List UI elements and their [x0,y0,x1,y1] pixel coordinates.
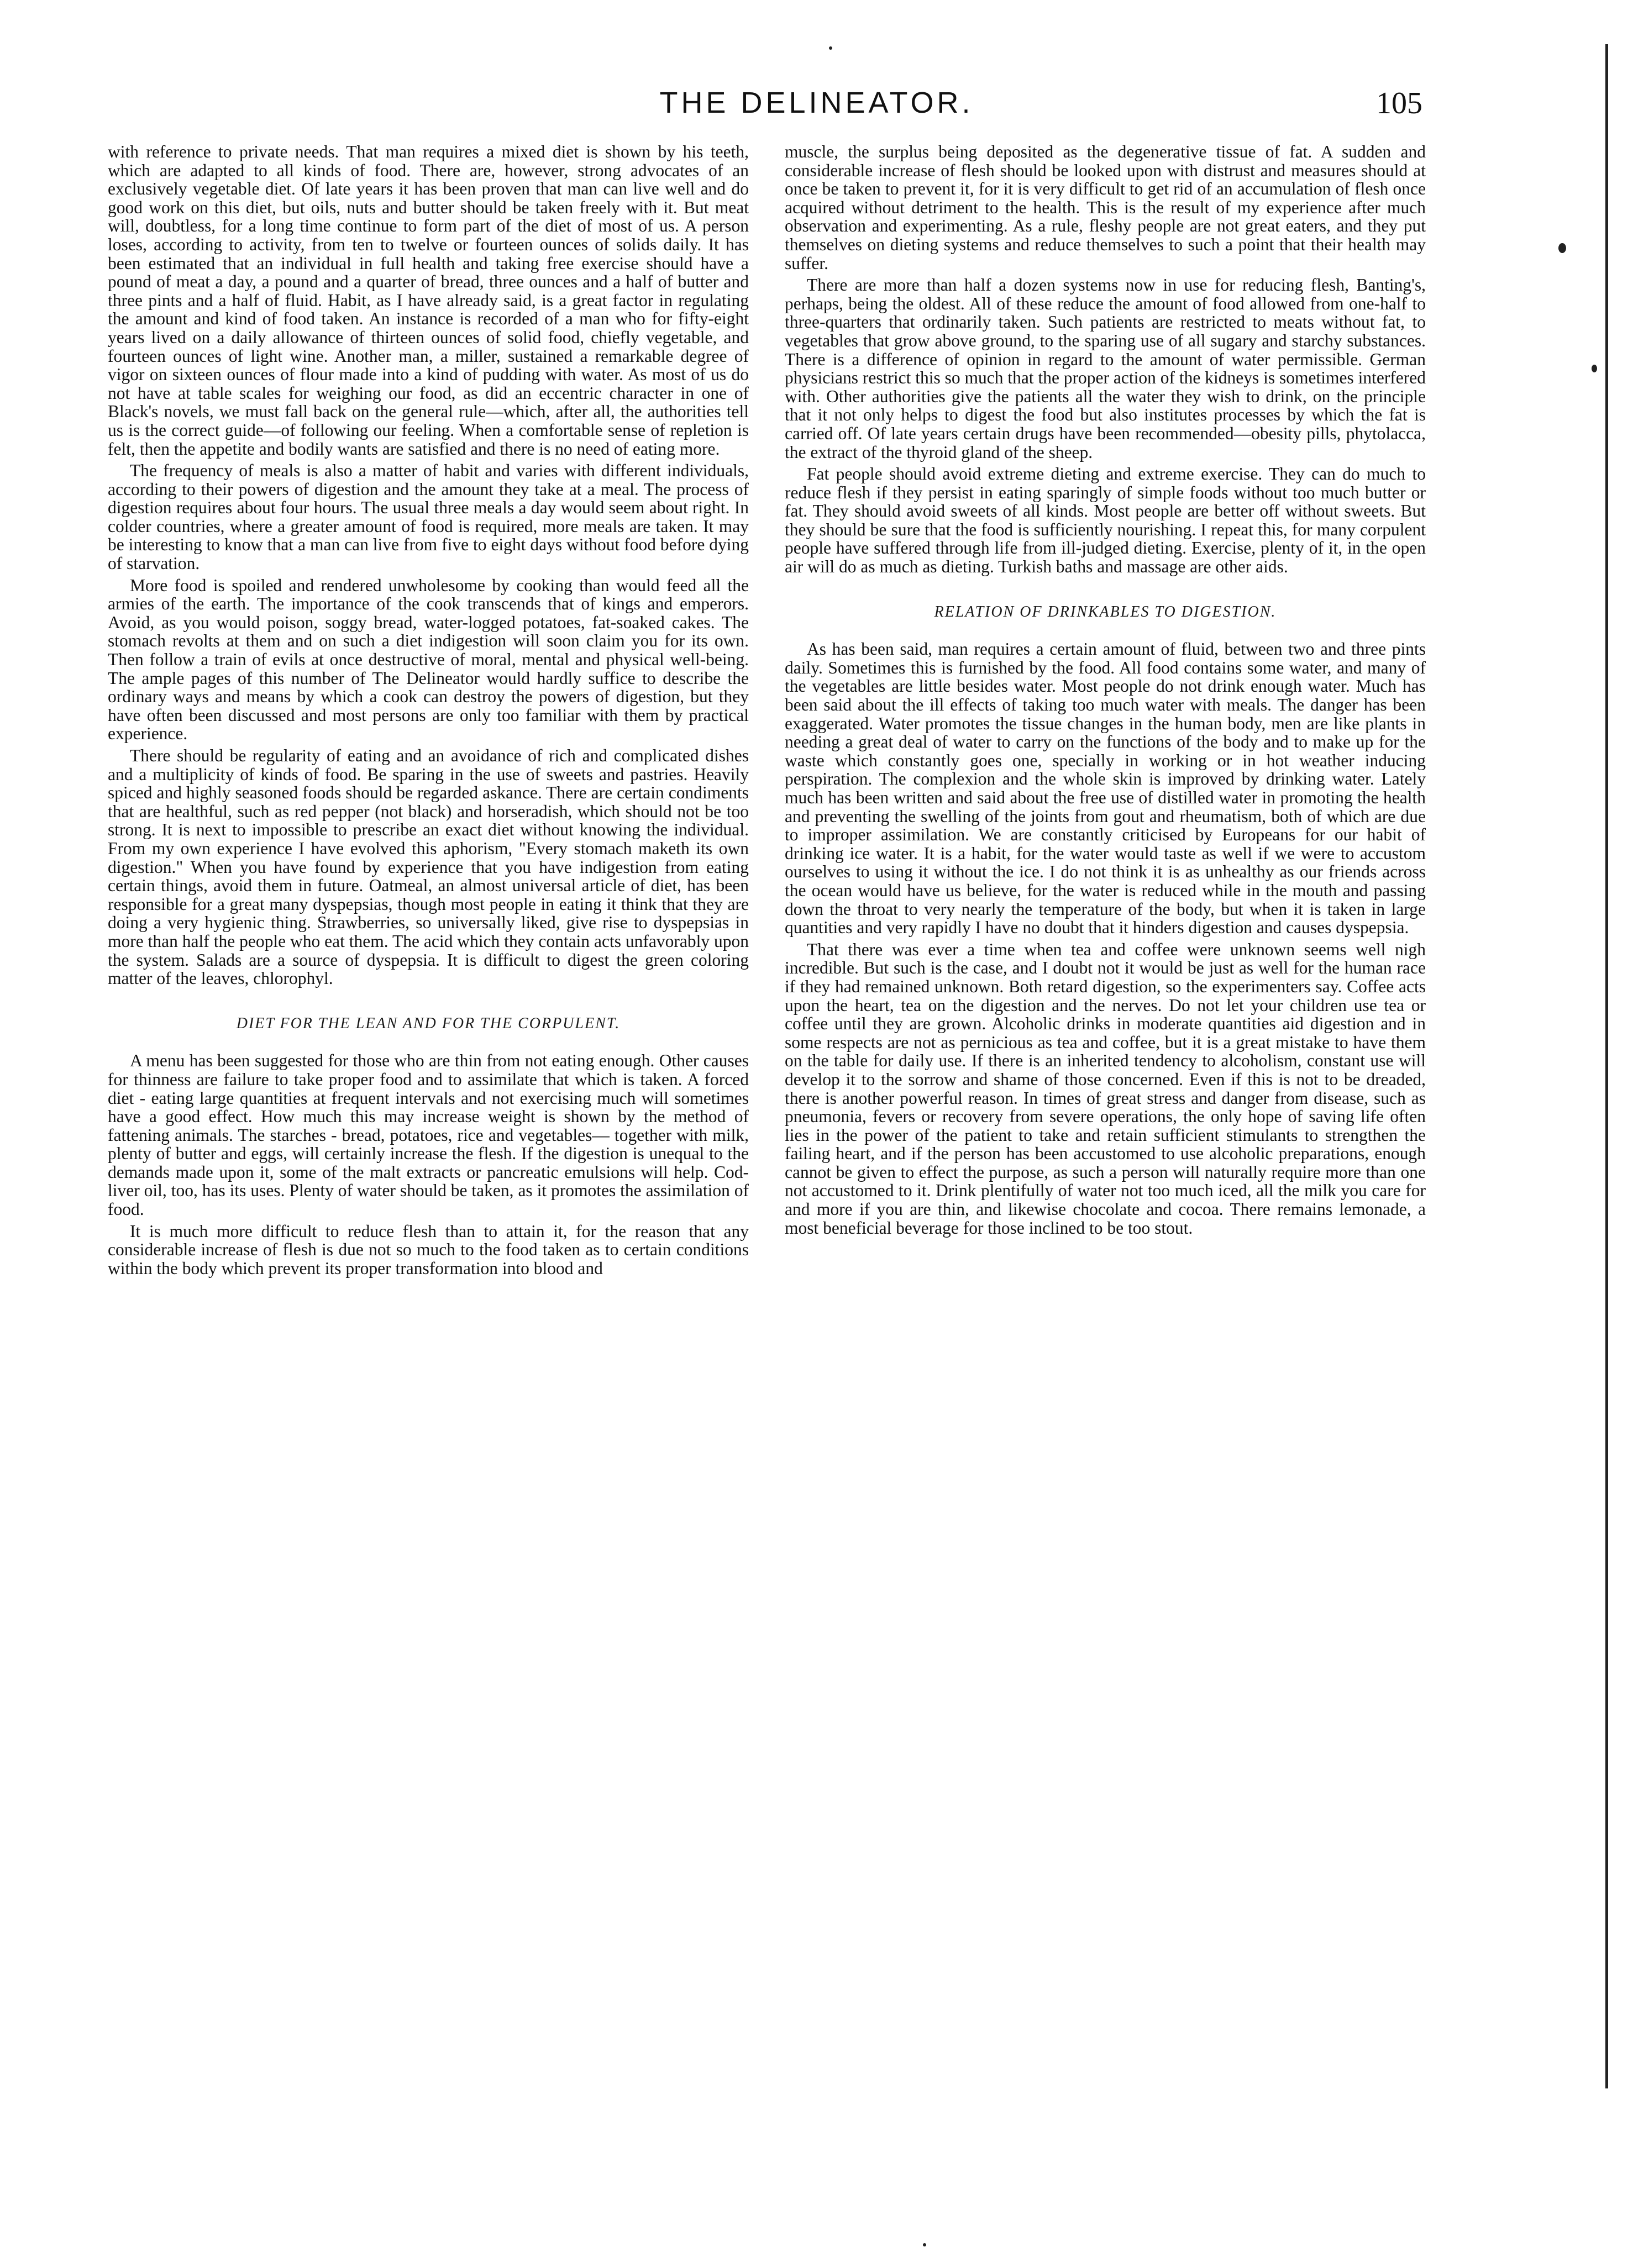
page-number: 105 [1376,86,1422,120]
section-heading: DIET FOR THE LEAN AND FOR THE CORPULENT. [236,1014,621,1032]
page-header [0,86,1633,135]
left-column [108,143,749,1281]
scan-speck [1558,243,1566,253]
paragraph: There are more than half a dozen systems now in use for reducing flesh, Banting's, perhaps, being the oldest. All of these reduce the amount of food allowed from one-half to three-quarters that ordinarily taken. Such patients are restricted to meats without fat, to vegetables that grow above ground, to the sparing use of all sugary and starchy substances. There is a difference of opinion in regard to the amount of water permissible. German physicians restrict this so much that the proper action of the kidneys is sometimes interfered with. Other authorities give the patients all the water they wish to drink, on the principle that it not only helps to digest the food but also institutes processes by which the fat is carried off. Of late years certain drugs have been recommended—obesity pills, phytolacca, the extract of the thyroid gland of the sheep. [785,275,1426,462]
running-title: THE DELINEATOR. [659,86,974,119]
paragraph: That there was ever a time when tea and coffee were unknown seems well nigh incredible. But such is the case, and I doubt not it would be just as well for the human race if they had remained unknown. Both retard digestion, so the experimenters say. Coffee acts upon the heart, tea on the digestion and the nerves. Do not let your children use tea or coffee until they are grown. Alcoholic drinks in moderate quantities aid digestion and in some respects are not as pernicious as tea and coffee, but it is a great mistake to have them on the table for daily use. If there is an inherited tendency to alcoholism, constant use will develop it to the sorrow and shame of those concerned. Even if this is not to be dreaded, there is another powerful reason. In times of great stress and danger from disease, such as pneumonia, fevers or recovery from severe operations, the only hope of saving life often lies in the power of the patient to take and retain sufficient stimulants to strengthen the failing heart, and if the person has been accustomed to use alcoholic preparations, enough cannot be given to effect the purpose, as such a person will naturally require more than one not accustomed to it. Drink plentifully of water not too much iced, all the milk you care for and more if you are thin, and likewise chocolate and cocoa. There remains lemonade, a most beneficial beverage for those inclined to be too stout. [785,939,1426,1238]
paragraph: Fat people should avoid extreme dieting and extreme exercise. They can do much to reduce flesh if they persist in eating sparingly of simple foods without too much butter or fat. They should avoid sweets of all kinds. Most people are better off without sweets. But they should be sure that the food is sufficiently nourishing. I repeat this, for many corpulent people have suffered through life from ill-judged dieting. Exercise, plenty of it, in the open air will do as much as dieting. Turkish baths and massage are other aids. [785,464,1426,577]
paragraph: As has been said, man requires a certain amount of fluid, between two and three pints daily. Sometimes this is furnished by the food. All food contains some water, and many of the vegetables are little besides water. Most people do not drink enough water. Much has been said about the ill effects of taking too much water with meals. The danger has been exaggerated. Water promotes the tissue changes in the human body, men are like plants in needing a great deal of water to carry on the functions of the body and to make up for the waste which constantly goes one, specially in working or in hot weather inducing perspiration. The complexion and the whole skin is improved by drinking water. Lately much has been written and said about the free use of distilled water in promoting the health and preventing the swelling of the joints from gout and rheumatism, both of which are due to improper assimilation. We are constantly criticised by Europeans for our habit of drinking ice water. It is a habit, for the water would taste as well if we were to accustom ourselves to using it without the ice. I do not think it is as unhealthy as our friends across the ocean would have us believe, for the water is reduced while in the mouth and passing down the throat to very nearly the temperature of the body, but when it is taken in large quantities and very rapidly I have no doubt that it hinders digestion and causes dyspepsia. [785,639,1426,938]
paragraph: with reference to private needs. That man requires a mixed diet is shown by his teeth, which are adapted to all kinds of food. There are, however, strong advocates of an exclusively vegetable diet. Of late years it has been proven that man can live well and do good work on this diet, but oils, nuts and butter should be taken freely with it. But meat will, doubtless, for a long time continue to form part of the diet of most of us. A person loses, according to activity, from ten to twelve or fourteen ounces of solids daily. It has been estimated that an individual in full health and taking free exercise should have a pound of meat a day, a pound and a quarter of bread, three ounces and a half of butter and three pints and a half of fluid. Habit, as I have already said, is a great factor in regulating the amount and kind of food taken. An instance is recorded of a man who for fifty-eight years lived on a daily allowance of thirteen ounces of solid food, chiefly vegetable, and fourteen ounces of light wine. Another man, a miller, sustained a remarkable degree of vigor on sixteen ounces of flour made into a kind of pudding with water. As most of us do not have at table scales for weighing our food, as did an eccentric character in one of Black's novels, we must fall back on the general rule—which, after all, the authorities tell us is the correct guide—of following our feeling. When a comfortable sense of repletion is felt, then the appetite and bodily wants are satisfied and there is no need of eating more. [108,142,749,459]
scan-speck [923,2243,926,2246]
section-heading: RELATION OF DRINKABLES TO DIGESTION. [934,603,1277,620]
scan-speck [829,46,832,50]
page-edge-border [1605,44,1619,2088]
paragraph: The frequency of meals is also a matter of habit and varies with different individuals, according to their powers of digestion and the amount they take at a meal. The process of digestion requires about four hours. The usual three meals a day would seem about right. In colder countries, where a greater amount of food is required, more meals are taken. It may be interesting to know that a man can live from five to eight days without food before dying of starvation. [108,461,749,573]
paragraph: More food is spoiled and rendered unwholesome by cooking than would feed all the armies of the earth. The importance of the cook transcends that of kings and emperors. Avoid, as you would poison, soggy bread, water-logged potatoes, fat-soaked cakes. The stomach revolts at them and on such a diet indigestion will soon claim you for its own. Then follow a train of evils at once destructive of moral, mental and physical well-being. The ample pages of this number of The Delineator would hardly suffice to describe the ordinary ways and means by which a cook can destroy the powers of digestion, but they have often been discussed and most persons are only too familiar with them by practical experience. [108,575,749,744]
right-column [785,143,1426,1240]
scan-speck [1592,365,1597,372]
paragraph: It is much more difficult to reduce flesh than to attain it, for the reason that any considerable increase of flesh is due not so much to the food taken as to certain conditions within the body which prevent its proper transformation into blood and [108,1221,749,1278]
paragraph: There should be regularity of eating and an avoidance of rich and complicated dishes and a multiplicity of kinds of food. Be sparing in the use of sweets and pastries. Heavily spiced and highly seasoned foods should be regarded askance. There are certain condiments that are healthful, such as red pepper (not black) and horseradish, which should not be too strong. It is next to impossible to prescribe an exact diet without knowing the individual. From my own experience I have evolved this aphorism, "Every stomach maketh its own digestion." When you have found by experience that you have indigestion from eating certain things, avoid them in future. Oatmeal, an almost universal article of diet, has been responsible for a great many dyspepsias, though most people in eating it think that they are doing a very hygienic thing. Strawberries, so universally liked, give rise to dyspepsias in more than half the people who eat them. The acid which they contain acts unfavorably upon the system. Salads are a source of dyspepsia. It is difficult to digest the green coloring matter of the leaves, chlorophyl. [108,746,749,988]
paragraph: A menu has been suggested for those who are thin from not eating enough. Other causes for thinness are failure to take proper food and to assimilate that which is taken. A forced diet - eating large quantities at frequent intervals and not exercising much will sometimes have a good effect. How much this may increase weight is shown by the method of fattening animals. The starches - bread, potatoes, rice and vegetables— together with milk, plenty of butter and eggs, will certainly increase the flesh. If the digestion is unequal to the demands made upon it, some of the malt extracts or pancreatic emulsions will help. Cod-liver oil, too, has its uses. Plenty of water should be taken, as it promotes the assimilation of food. [108,1051,749,1219]
paragraph: muscle, the surplus being deposited as the degenerative tissue of fat. A sudden and considerable increase of flesh should be looked upon with distrust and measures should at once be taken to prevent it, for it is very difficult to get rid of an accumulation of flesh once acquired without detriment to the health. This is the result of my experience after much observation and experimenting. As a rule, fleshy people are not great eaters, and they put themselves on dieting systems and reduce themselves to such a point that their health may suffer. [785,142,1426,273]
